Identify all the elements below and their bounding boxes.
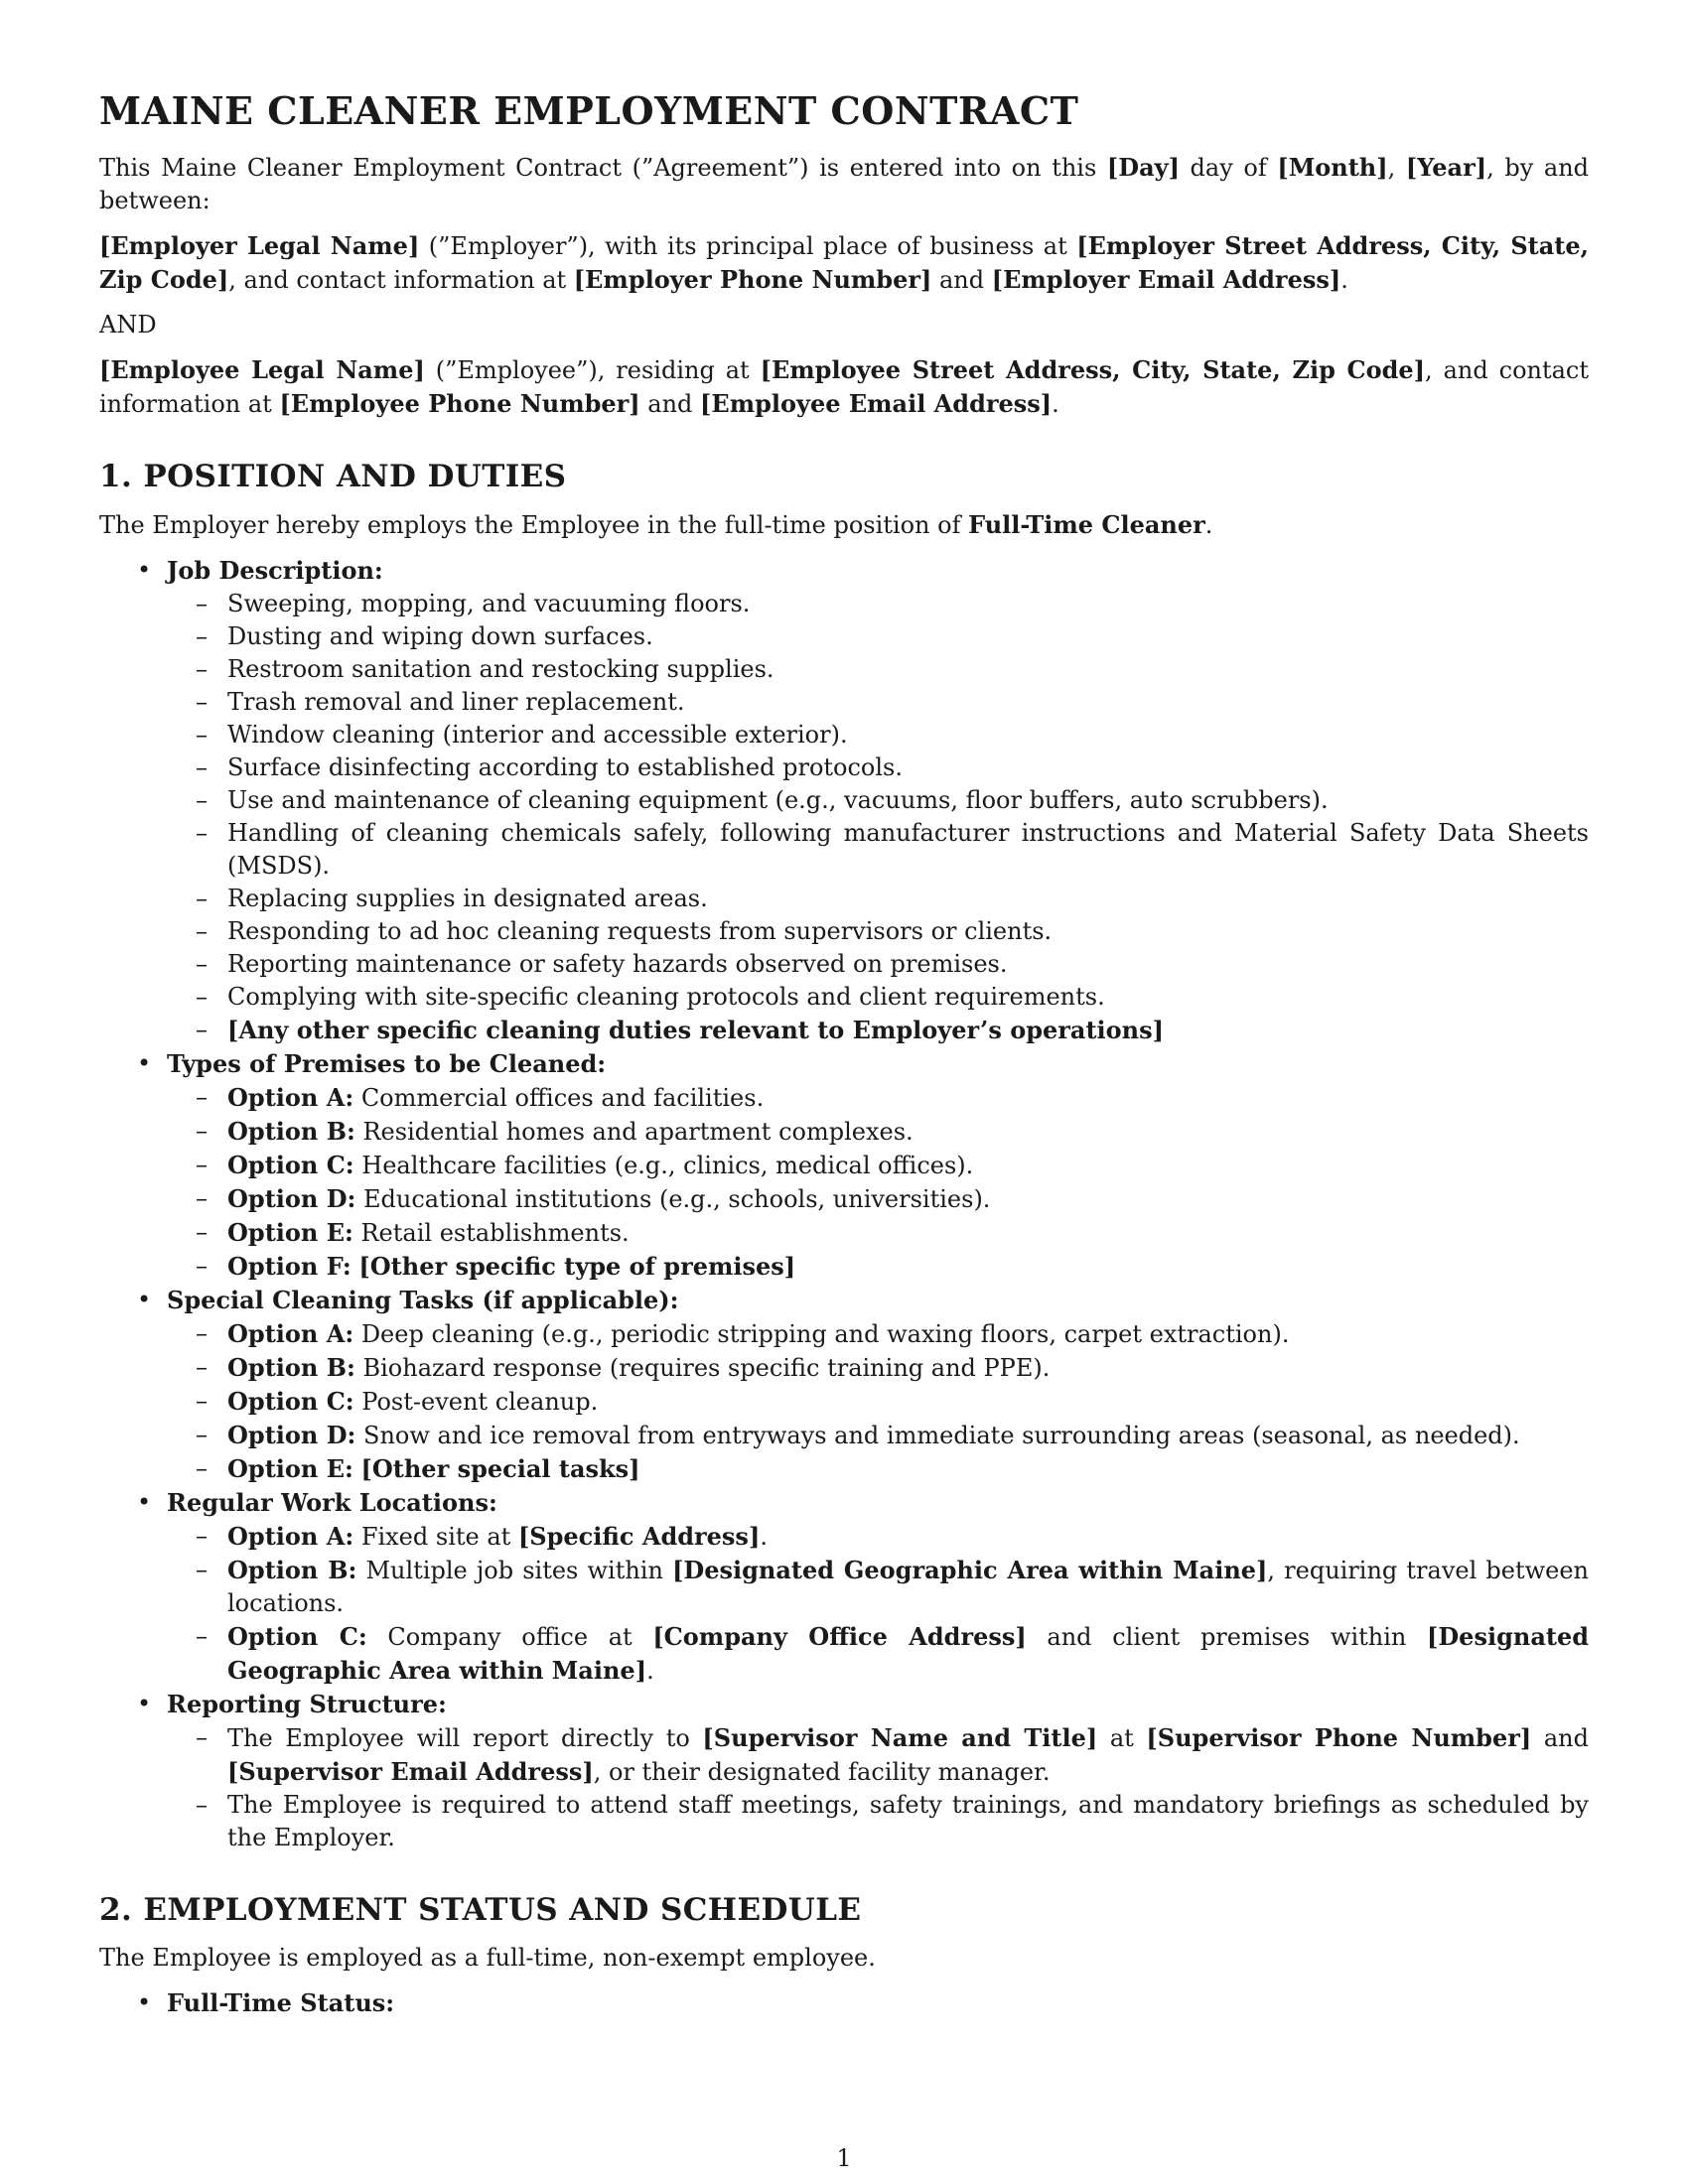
day-placeholder: [Day]: [1106, 153, 1180, 182]
reporting-structure-list: [167, 1721, 1589, 1854]
list-item: – Use and maintenance of cleaning equipment (e.g., vacuums, floor buffers, auto scrubbers).: [167, 784, 1589, 817]
list-item: – Dusting and wiping down surfaces.: [167, 620, 1589, 653]
list-item: – Restroom sanitation and restocking supplies.: [167, 653, 1589, 686]
employer-email-placeholder: [Employer Email Address]: [991, 265, 1341, 294]
list-item: – [Any other specific cleaning duties relevant to Employer’s operations]: [167, 1014, 1589, 1047]
section-2-list: [99, 1986, 1589, 2020]
employer-phone-placeholder: [Employer Phone Number]: [573, 265, 932, 294]
job-description-item: [99, 554, 1589, 1047]
special-tasks-item: [99, 1284, 1589, 1486]
employee-name-placeholder: [Employee Legal Name]: [99, 355, 425, 384]
position-title: Full-Time Cleaner: [968, 510, 1205, 539]
employer-address-placeholder: [Employer Street Address, City, State, Zip Code]: [99, 231, 1589, 294]
page-number: 1: [836, 2144, 852, 2172]
list-item: – Option C: Healthcare facilities (e.g., clinics, medical offices).: [167, 1149, 1589, 1182]
full-time-status-item: [99, 1986, 1589, 2020]
list-item: – Option E: [Other special tasks]: [167, 1452, 1589, 1486]
list-item: – Option D: Snow and ice removal from entryways and immediate surrounding areas (seasonal, as needed).: [167, 1419, 1589, 1452]
work-locations-item: [99, 1486, 1589, 1688]
list-item: – Option A: Commercial offices and facilities.: [167, 1081, 1589, 1115]
employer-paragraph: [Employer Legal Name] (”Employer”), with its principal place of business at [Employer Street Address, City, State, Zip Code], and contact information at [Employer Phone Number] and [Employer Email Address].: [99, 231, 1589, 294]
work-locations-list: [167, 1520, 1589, 1688]
list-item: – Trash removal and liner replacement.: [167, 686, 1589, 719]
list-item: – Surface disinfecting according to established protocols.: [167, 751, 1589, 784]
premises-label: Types of Premises to be Cleaned:: [167, 1049, 607, 1078]
list-item: – Replacing supplies in designated areas.: [167, 883, 1589, 915]
section-2-heading: 2. EMPLOYMENT STATUS AND SCHEDULE: [99, 1892, 862, 1928]
list-item: – Option E: Retail establishments.: [167, 1216, 1589, 1250]
employee-address-placeholder: [Employee Street Address, City, State, Zip Code]: [760, 355, 1426, 384]
list-item: – Option B: Residential homes and apartment complexes.: [167, 1115, 1589, 1149]
job-description-list: [167, 588, 1589, 1047]
intro-paragraph: This Maine Cleaner Employment Contract (”Agreement”) is entered into on this [Day] day of [Month], [Year], by and between:: [99, 153, 1590, 214]
list-item: – Option B: Multiple job sites within [Designated Geographic Area within Maine], requiring travel between locations.: [167, 1554, 1589, 1620]
list-item: – Option B: Biohazard response (requires specific training and PPE).: [167, 1351, 1589, 1385]
full-time-status-label: Full-Time Status:: [167, 1988, 395, 2017]
document-page: [99, 87, 1589, 2020]
list-item: – The Employee is required to attend staff meetings, safety trainings, and mandatory briefings as scheduled by the Employer.: [167, 1789, 1589, 1854]
list-item: – Sweeping, mopping, and vacuuming floors.: [167, 588, 1589, 620]
employee-paragraph: [Employee Legal Name] (”Employee”), residing at [Employee Street Address, City, State, Zip Code], and contact information at [Employee Phone Number] and [Employee Email Address].: [99, 355, 1590, 418]
special-tasks-label: Special Cleaning Tasks (if applicable):: [167, 1286, 679, 1314]
work-locations-label: Regular Work Locations:: [167, 1488, 497, 1517]
and-label: AND: [99, 311, 157, 339]
list-item: – Option D: Educational institutions (e.g., schools, universities).: [167, 1182, 1589, 1216]
section-1-heading: 1. POSITION AND DUTIES: [99, 459, 567, 494]
reporting-structure-label: Reporting Structure:: [167, 1690, 447, 1718]
list-item: – Complying with site-specific cleaning protocols and client requirements.: [167, 981, 1589, 1014]
list-item: – Option A: Fixed site at [Specific Address].: [167, 1520, 1589, 1554]
list-item: – Responding to ad hoc cleaning requests from supervisors or clients.: [167, 915, 1589, 948]
list-item: – Reporting maintenance or safety hazards observed on premises.: [167, 948, 1589, 981]
list-item: – Window cleaning (interior and accessible exterior).: [167, 719, 1589, 751]
special-tasks-list: [167, 1317, 1589, 1486]
reporting-structure-item: [99, 1688, 1589, 1854]
section-2-intro: The Employee is employed as a full-time, non-exempt employee.: [99, 1944, 876, 1972]
list-item: – The Employee will report directly to [Supervisor Name and Title] at [Supervisor Phone Number] and [Supervisor Email Address], or their designated facility manager.: [167, 1721, 1589, 1789]
employer-name-placeholder: [Employer Legal Name]: [99, 231, 420, 260]
list-item: – Option C: Company office at [Company Office Address] and client premises within [Designated Geographic Area within Maine].: [167, 1620, 1589, 1688]
list-item: – Option C: Post-event cleanup.: [167, 1385, 1589, 1419]
list-item: – Option A: Deep cleaning (e.g., periodic stripping and waxing floors, carpet extraction).: [167, 1317, 1589, 1351]
month-placeholder: [Month]: [1277, 153, 1388, 182]
job-description-label: Job Description:: [167, 556, 383, 585]
section-1-list: [99, 554, 1589, 1854]
list-item: – Handling of cleaning chemicals safely, following manufacturer instructions and Material Safety Data Sheets (MSDS).: [167, 817, 1589, 883]
year-placeholder: [Year]: [1405, 153, 1487, 182]
premises-list: [167, 1081, 1589, 1284]
document-title: MAINE CLEANER EMPLOYMENT CONTRACT: [99, 88, 1079, 133]
employee-email-placeholder: [Employee Email Address]: [700, 389, 1053, 418]
employee-phone-placeholder: [Employee Phone Number]: [279, 389, 640, 418]
list-item: – Option F: [Other specific type of premises]: [167, 1250, 1589, 1284]
premises-item: [99, 1047, 1589, 1284]
section-1-intro: The Employer hereby employs the Employee in the full-time position of Full-Time Cleaner.: [99, 510, 1213, 539]
